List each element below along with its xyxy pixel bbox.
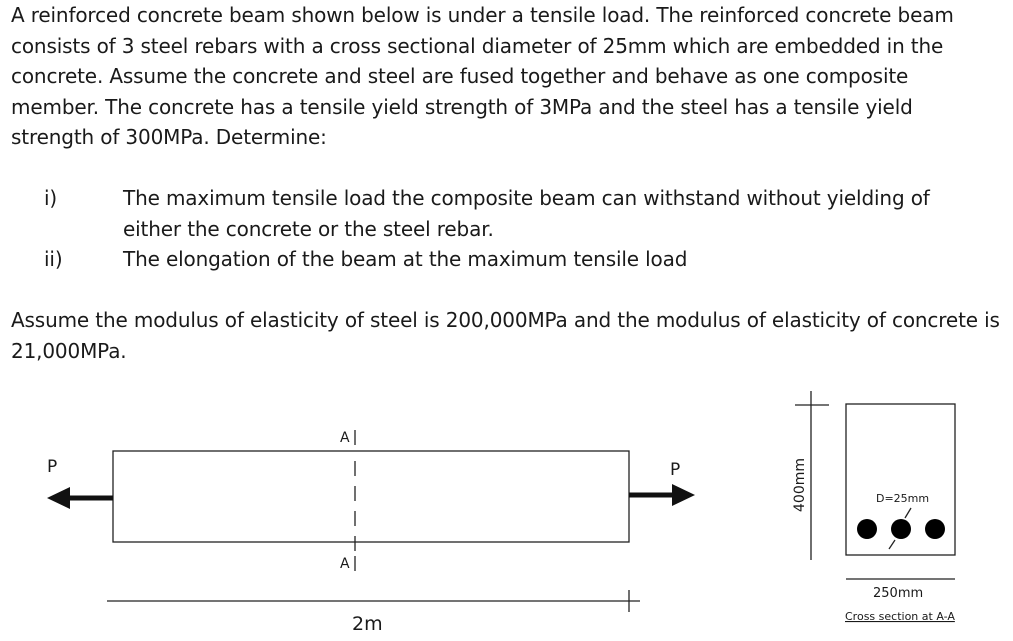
section-label-top: A — [340, 430, 350, 446]
width-label: 250mm — [873, 586, 924, 601]
height-label: 400mm — [792, 458, 808, 512]
left-load-arrow — [47, 487, 113, 509]
rebar-middle — [891, 519, 911, 539]
cross-section-caption: Cross section at A-A — [845, 610, 955, 623]
right-load-arrow — [629, 484, 695, 506]
item-number-2: ii) — [44, 247, 63, 271]
beam-elevation — [113, 451, 629, 542]
problem-statement: A reinforced concrete beam shown below is under a tensile load. The reinforced concrete beam consists of 3 steel rebars with a cross sectional diameter of 25mm which are embedded in the concrete. Assume the concrete and steel are fused together and behave as one composite member. The concrete has a tensile yield strength of 3MPa and the steel has a tensile yield strength of 300MPa. Determine: — [11, 3, 954, 149]
item-number-1: i) — [44, 186, 58, 210]
rebar-left — [857, 519, 877, 539]
rebar-leader-line-bottom — [889, 540, 895, 549]
rebar-diameter-label: D=25mm — [876, 492, 930, 505]
load-label-left: P — [47, 457, 58, 477]
length-dimension-line — [107, 590, 640, 612]
rebar-right — [925, 519, 945, 539]
item-text-1: The maximum tensile load the composite beam can withstand without yielding of either the concrete or the steel rebar. — [123, 186, 930, 241]
load-label-right: P — [670, 460, 681, 480]
item-text-2: The elongation of the beam at the maximum tensile load — [123, 247, 688, 271]
length-label: 2m — [352, 613, 383, 635]
section-label-bottom: A — [340, 556, 350, 572]
rebar-leader-line-top — [905, 508, 911, 518]
assumption-statement: Assume the modulus of elasticity of steel is 200,000MPa and the modulus of elasticity of concrete is 21,000MPa. — [11, 308, 1000, 363]
